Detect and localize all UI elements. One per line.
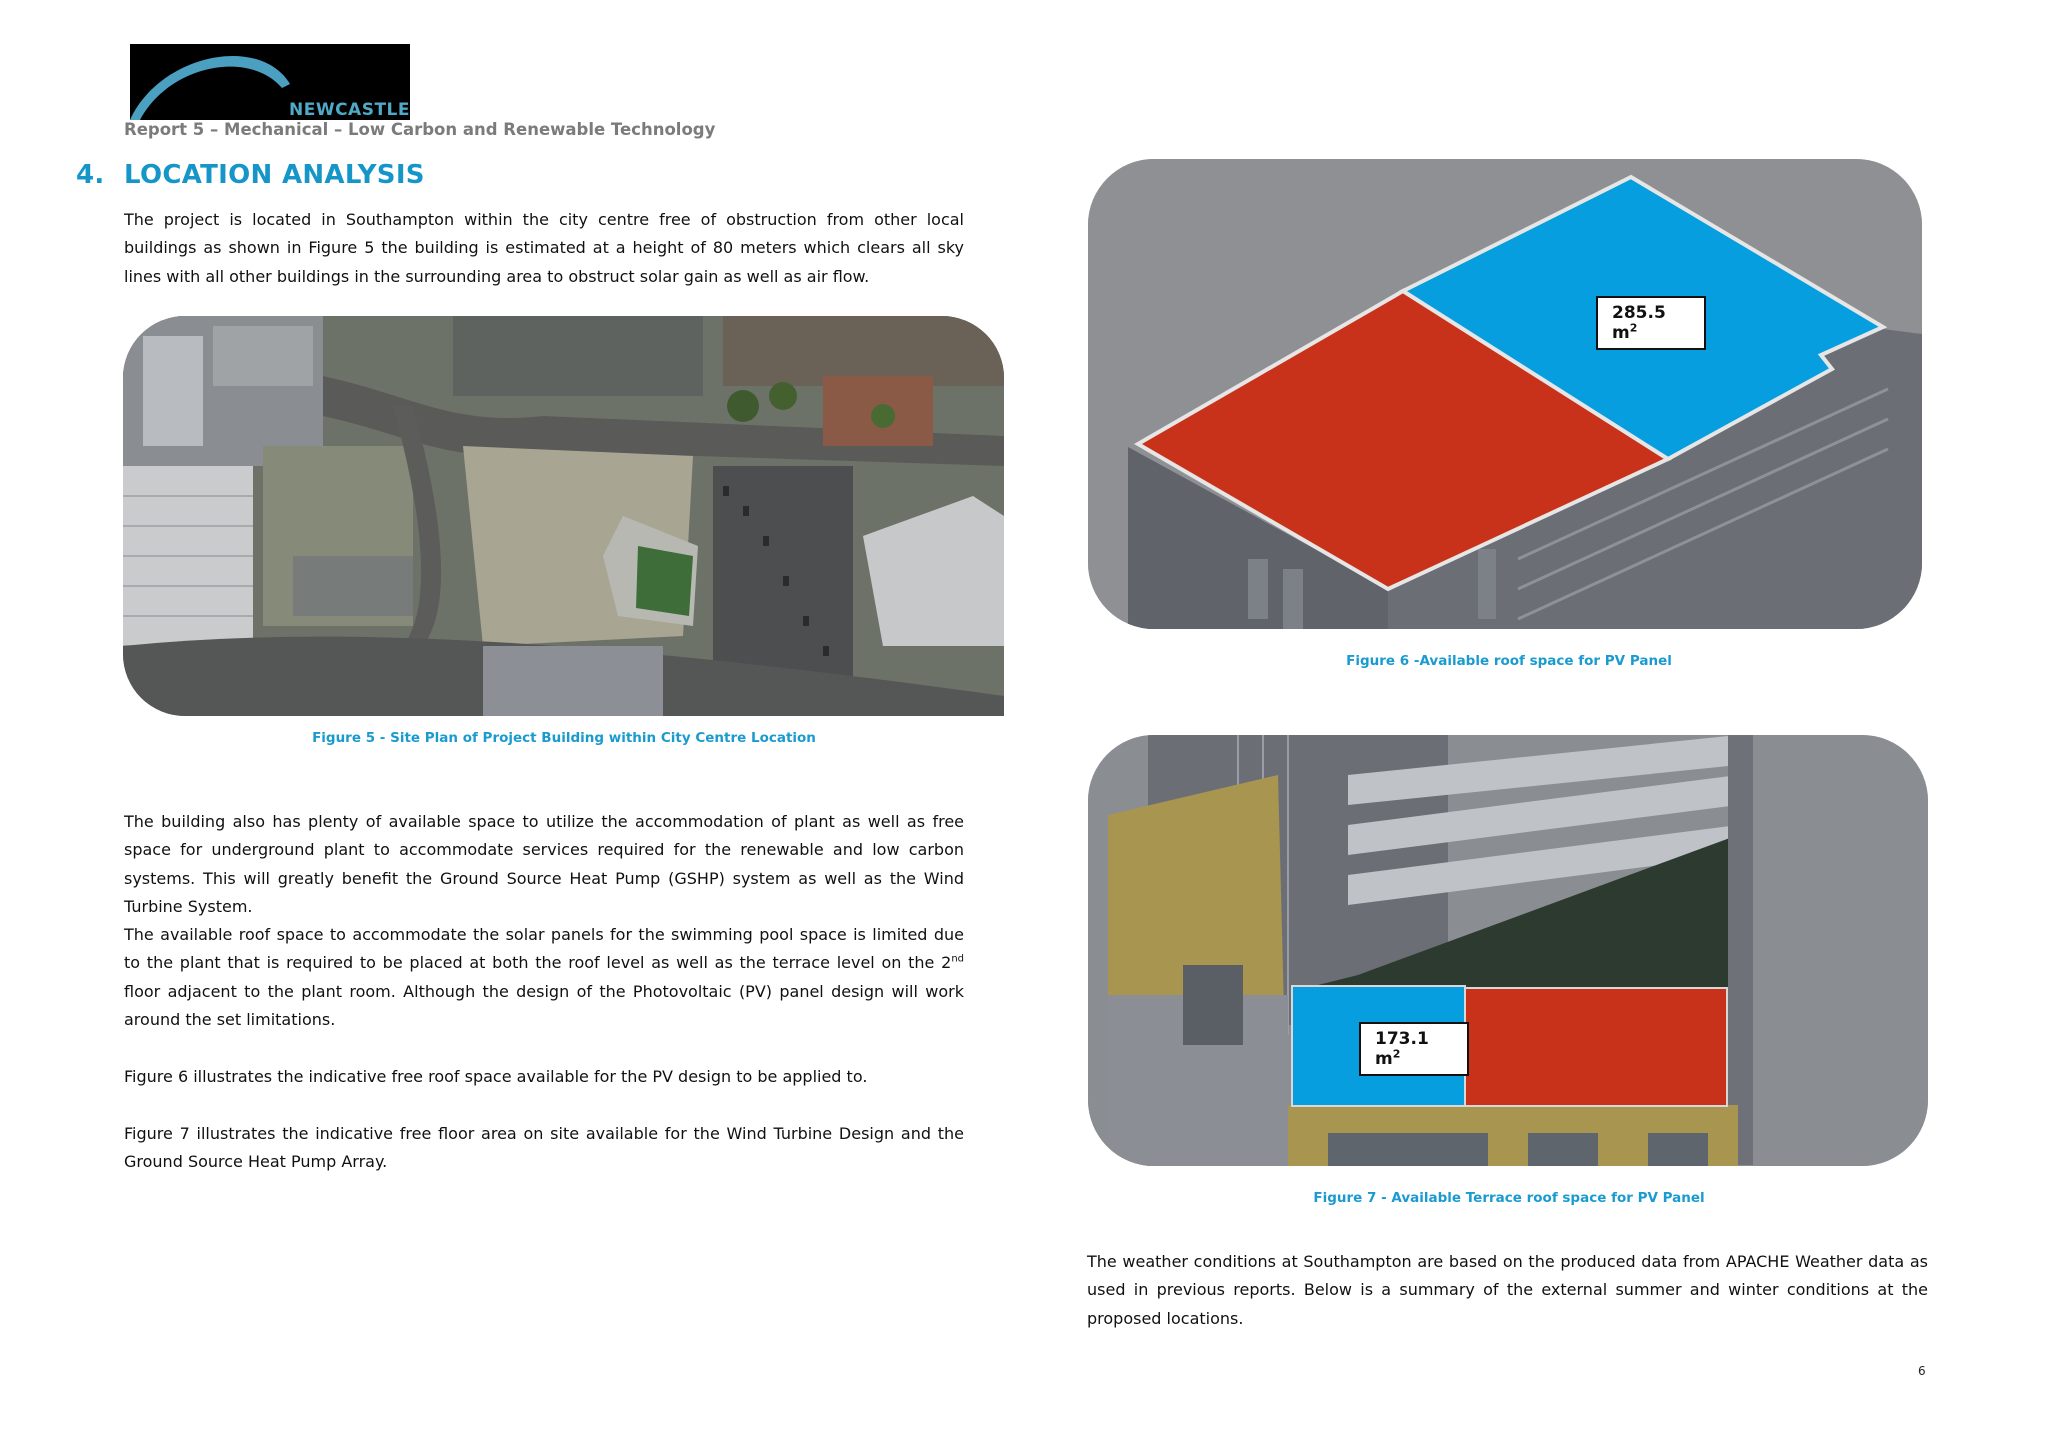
roof-area-label bbox=[1596, 296, 1706, 350]
section-heading bbox=[76, 160, 425, 190]
section-number: 4. bbox=[76, 160, 105, 190]
paragraph-location: The project is located in Southampton within the city centre free of obstruction from other local buildings as shown in Figure 5 the building is estimated at a height of 80 meters which clears all sky lines with all other buildings in the surrounding area to obstruct solar gain as well as air flow. bbox=[124, 210, 964, 286]
roof-space-render-image bbox=[1088, 159, 1922, 629]
newcastle-logo bbox=[130, 44, 410, 120]
terrace-area-label bbox=[1359, 1022, 1469, 1076]
figure-7-caption: Figure 7 - Available Terrace roof space for PV Panel bbox=[1313, 1190, 1705, 1206]
section-title: LOCATION ANALYSIS bbox=[124, 160, 425, 190]
roof-space-superscript: nd bbox=[951, 954, 964, 966]
terrace-area-unit-sup: 2 bbox=[1392, 1047, 1401, 1061]
roof-space-text-1: The available roof space to accommodate the solar panels for the swimming pool space is limited due to the plant that is required to be placed at both the roof level as well as the terrace level on the 2 bbox=[124, 925, 964, 973]
terrace-area-value: 173.1 m bbox=[1375, 1029, 1429, 1069]
site-plan-aerial-image bbox=[123, 316, 1004, 716]
paragraph-figure-7-reference: Figure 7 illustrates the indicative free floor area on site available for the Wind Turbine Design and the Ground Source Heat Pump Array. bbox=[124, 1124, 964, 1172]
figure-6-caption: Figure 6 -Available roof space for PV Panel bbox=[1346, 653, 1672, 669]
roof-area-value: 285.5 m bbox=[1612, 303, 1666, 343]
logo-wordmark: NEWCASTLE bbox=[288, 100, 410, 120]
paragraph-weather-conditions: The weather conditions at Southampton are based on the produced data from APACHE Weather data as used in previous reports. Below is a summary of the external summer and winter conditions at the proposed locations. bbox=[1087, 1252, 1928, 1328]
figure-5-caption: Figure 5 - Site Plan of Project Building within City Centre Location bbox=[312, 730, 816, 746]
paragraph-roof-space bbox=[124, 921, 964, 1035]
roof-area-unit-sup: 2 bbox=[1629, 321, 1638, 335]
terrace-space-render-image bbox=[1088, 735, 1928, 1166]
roof-space-text-2: floor adjacent to the plant room. Although the design of the Photovoltaic (PV) panel design will work around the set limitations. bbox=[124, 981, 964, 1030]
report-title: Report 5 – Mechanical – Low Carbon and Renewable Technology bbox=[124, 120, 716, 139]
paragraph-figure-6-reference: Figure 6 illustrates the indicative free roof space available for the PV design to be applied to. bbox=[124, 1067, 868, 1086]
paragraph-available-space: The building also has plenty of available space to utilize the accommodation of plant as well as free space for underground plant to accommodate services required for the renewable and low carbon systems. This will greatly benefit the Ground Source Heat Pump (GSHP) system as well as the Wind Turbine System. bbox=[124, 812, 964, 917]
page-number: 6 bbox=[1918, 1364, 1926, 1378]
